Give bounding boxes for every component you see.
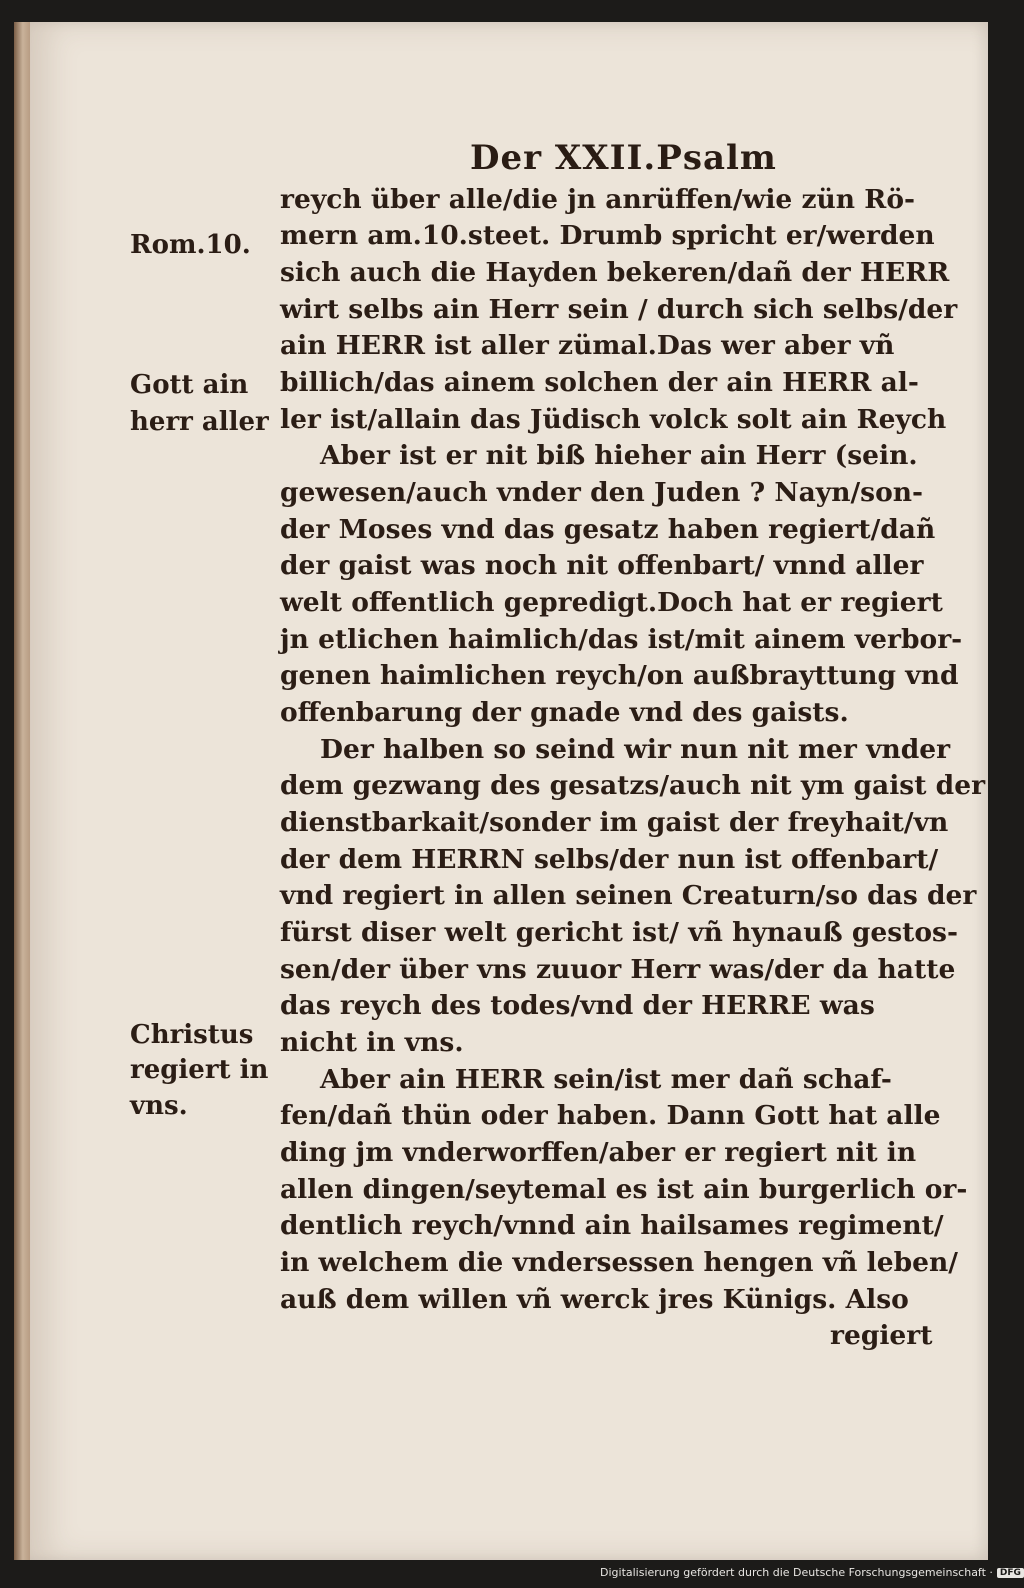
margin-note: Christus (130, 1020, 254, 1050)
catchword: regiert (830, 1320, 933, 1351)
text-line: reych über alle/die jn anrüffen/wie zün Rö- (280, 184, 915, 215)
text-line: Der halben so seind wir nun nit mer vnder (320, 734, 951, 765)
digitization-credit (600, 1566, 1024, 1579)
text-line: fürst diser welt gericht ist/ vñ hynauß gestos- (280, 917, 958, 948)
text-line: genen haimlichen reych/on außbrayttung vnd (280, 660, 959, 691)
text-line: auß dem willen vñ werck jres Künigs. Also (280, 1284, 909, 1315)
text-line: sich auch die Hayden bekeren/dañ der HERR (280, 257, 950, 288)
text-line: gewesen/auch vnder den Juden ? Nayn/son- (280, 477, 924, 508)
margin-note: herr aller (130, 407, 269, 437)
text-line: ler ist/allain das Jüdisch volck solt ain Reych (280, 404, 947, 435)
text-line: der gaist was noch nit offenbart/ vnnd aller (280, 550, 924, 581)
text-line: fen/dañ thün oder haben. Dann Gott hat alle (280, 1100, 941, 1131)
text-line: ain HERR ist aller zümal.Das wer aber vñ (280, 330, 895, 361)
text-line: Aber ist er nit biß hieher ain Herr (sein. (320, 440, 918, 471)
page-header: Der XXII.Psalm (470, 138, 777, 178)
text-line: dentlich reych/vnnd ain hailsames regiment/ (280, 1210, 944, 1241)
margin-note: Rom.10. (130, 230, 251, 260)
text-line: der Moses vnd das gesatz haben regiert/dañ (280, 514, 936, 545)
margin-note: vns. (130, 1091, 188, 1121)
text-line: dem gezwang des gesatzs/auch nit ym gaist der (280, 770, 986, 801)
credit-text: Digitalisierung gefördert durch die Deutsche Forschungsgemeinschaft · (600, 1566, 993, 1579)
text-line: nicht in vns. (280, 1027, 464, 1058)
text-line: Aber ain HERR sein/ist mer dañ schaf- (320, 1064, 892, 1095)
dfg-logo: DFG (997, 1568, 1024, 1578)
text-line: der dem HERRN selbs/der nun ist offenbart/ (280, 844, 939, 875)
text-line: allen dingen/seytemal es ist ain burgerlich or- (280, 1174, 968, 1205)
text-line: sen/der über vns zuuor Herr was/der da hatte (280, 954, 956, 985)
margin-note: Gott ain (130, 370, 249, 400)
text-line: in welchem die vndersessen hengen vñ leben/ (280, 1247, 958, 1278)
text-line: billich/das ainem solchen der ain HERR al- (280, 367, 919, 398)
book-page (30, 22, 988, 1560)
text-line: das reych des todes/vnd der HERRE was (280, 990, 875, 1021)
text-block (30, 22, 988, 1560)
text-line: offenbarung der gnade vnd des gaists. (280, 697, 849, 728)
text-line: vnd regiert in allen seinen Creaturn/so das der (280, 880, 977, 911)
text-line: jn etlichen haimlich/das ist/mit ainem verbor- (280, 624, 963, 655)
text-line: ding jm vnderworffen/aber er regiert nit in (280, 1137, 917, 1168)
text-line: wirt selbs ain Herr sein / durch sich selbs/der (280, 294, 958, 325)
margin-note: regiert in (130, 1055, 269, 1085)
text-line: dienstbarkait/sonder im gaist der freyhait/vn (280, 807, 949, 838)
text-line: welt offentlich gepredigt.Doch hat er regiert (280, 587, 943, 618)
text-line: mern am.10.steet. Drumb spricht er/werden (280, 220, 935, 251)
